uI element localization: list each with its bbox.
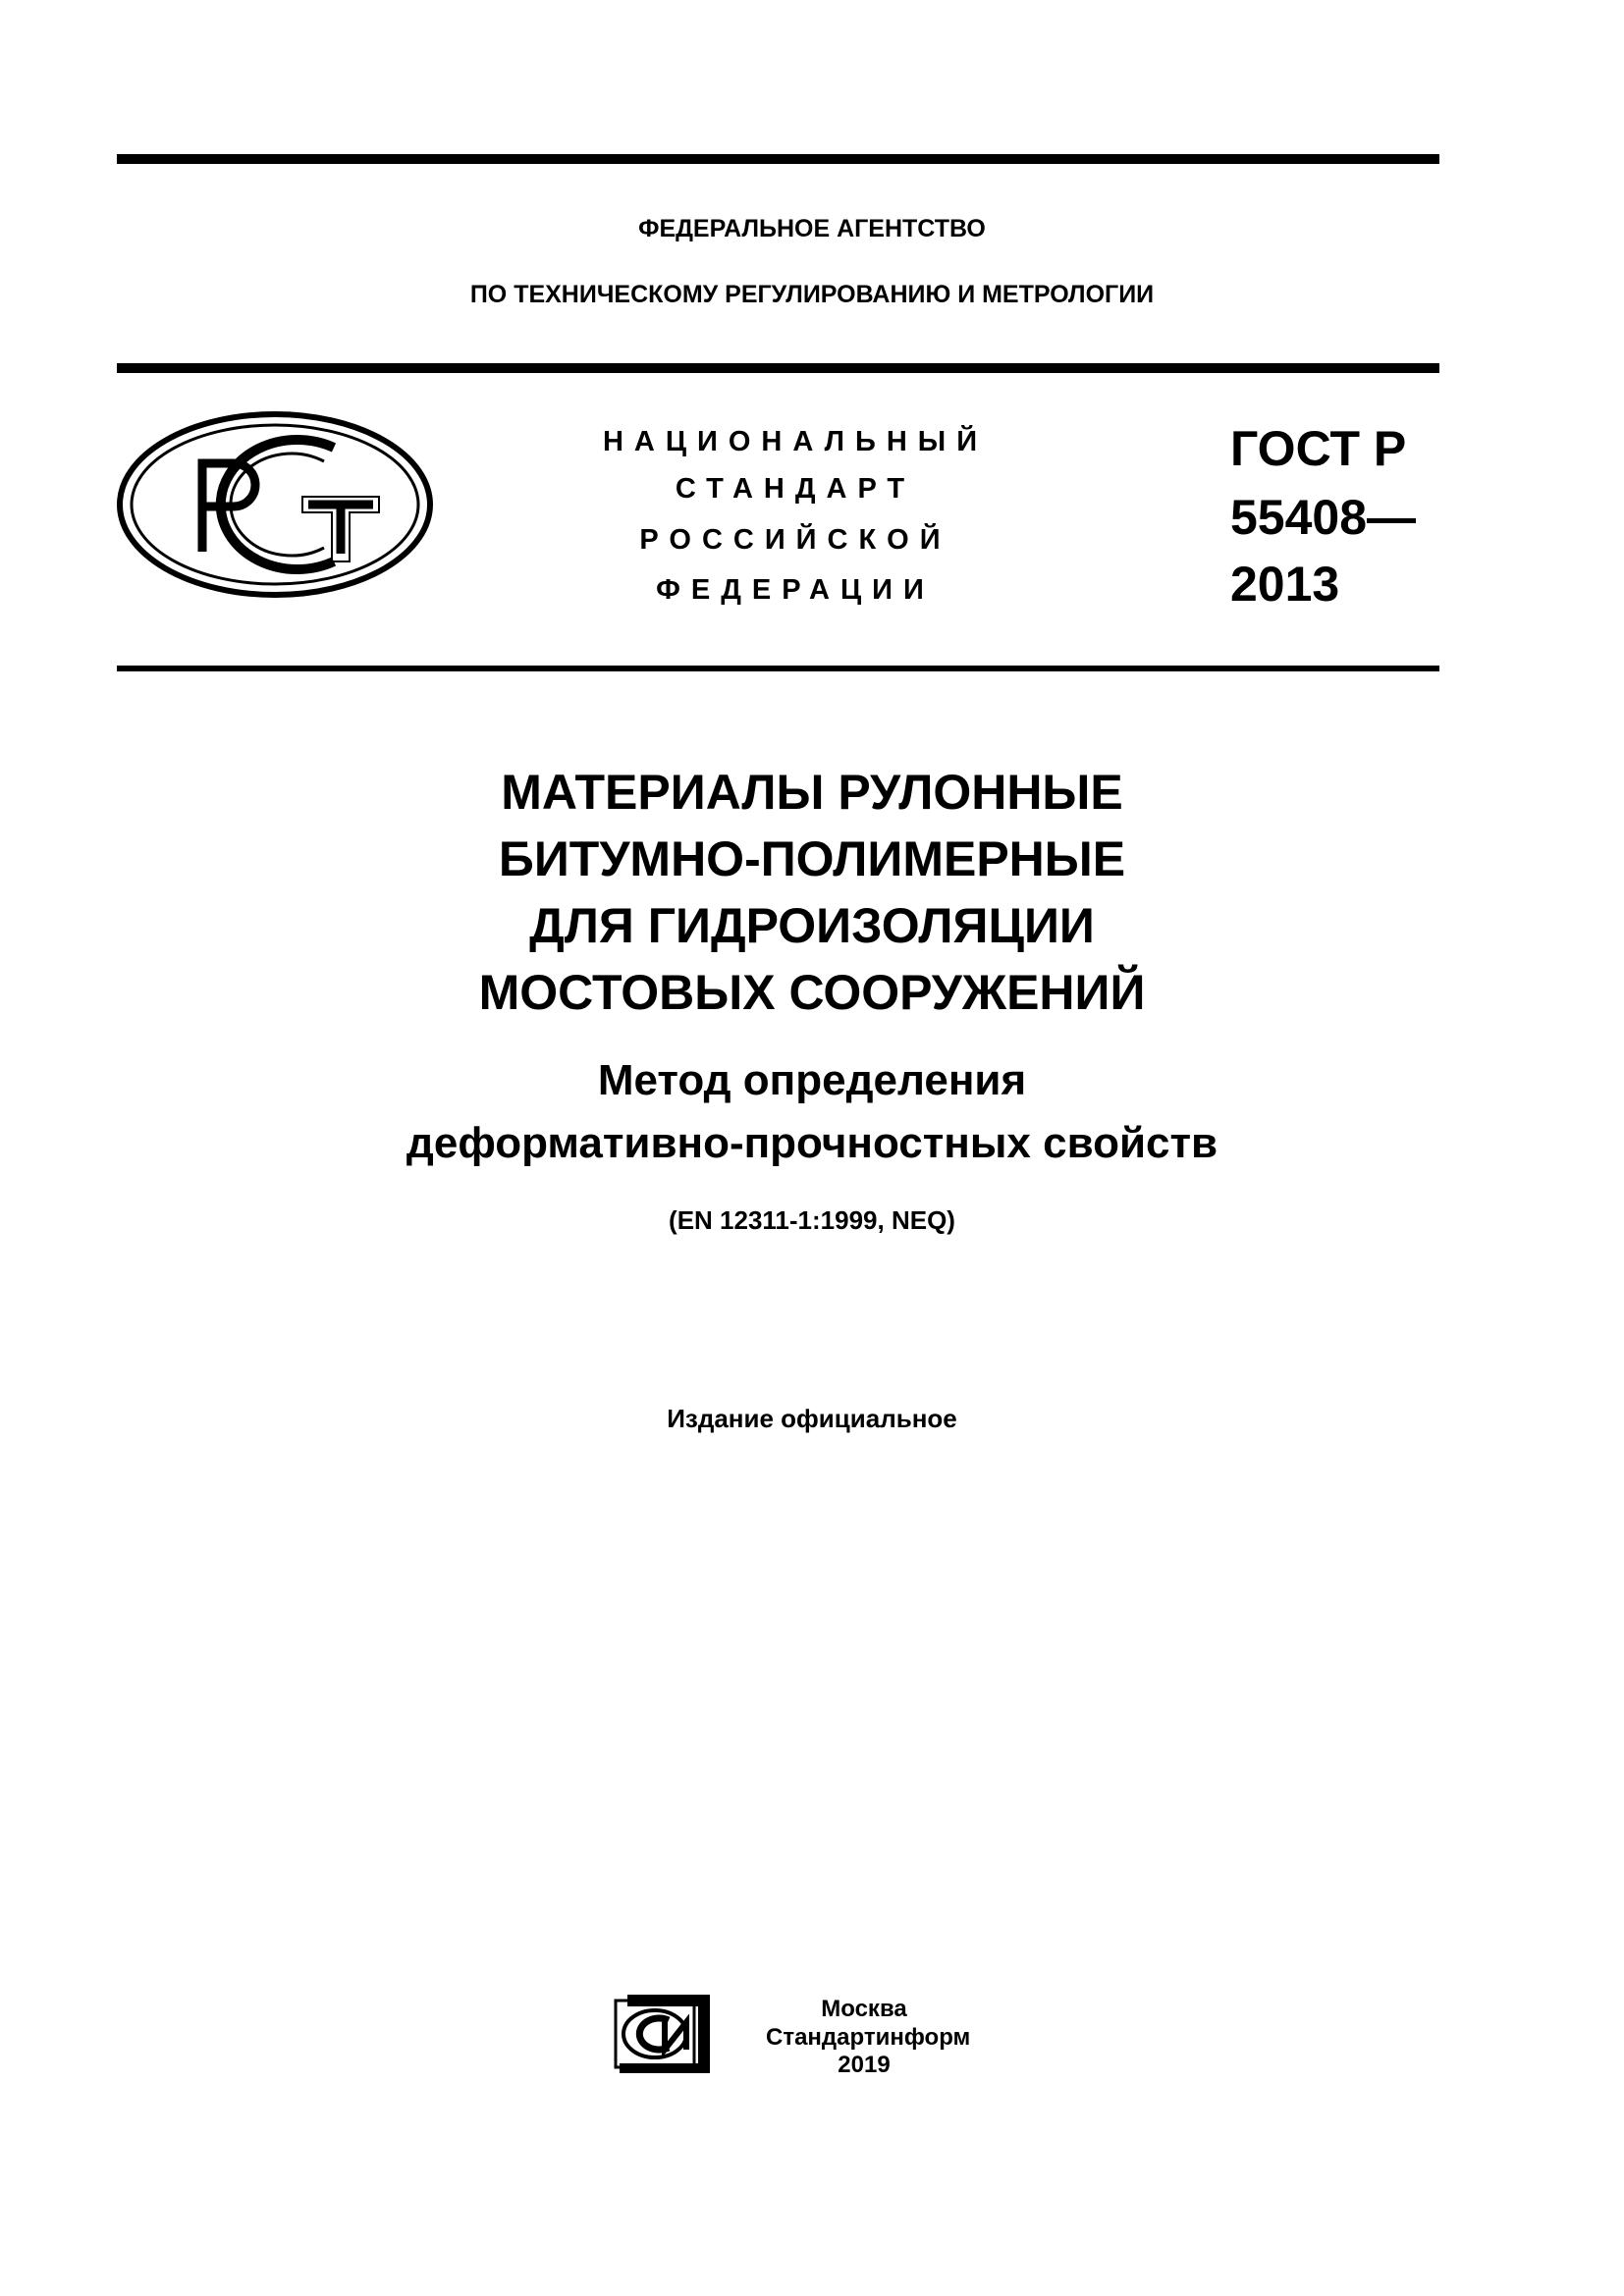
title-line-4: МОСТОВЫХ СООРУЖЕНИЙ [478, 965, 1146, 1020]
standard-type-line-3: РОССИЙСКОЙ [639, 524, 951, 556]
designation-line-3: 2013 [1230, 557, 1340, 612]
subtitle-line-2: деформативно-прочностных свойств [406, 1119, 1218, 1167]
title-line-1: МАТЕРИАЛЫ РУЛОННЫЕ [501, 765, 1123, 820]
publisher-city: Москва [821, 1996, 907, 2022]
title-line-2: БИТУМНО-ПОЛИМЕРНЫЕ [498, 831, 1126, 886]
agency-line-1: ФЕДЕРАЛЬНОЕ АГЕНТСТВО [638, 215, 986, 242]
agency-line-2: ПО ТЕХНИЧЕСКОМУ РЕГУЛИРОВАНИЮ И МЕТРОЛОГИИ [469, 281, 1155, 308]
edition-note: Издание официальное [667, 1404, 957, 1433]
standard-type-line-4: ФЕДЕРАЦИИ [656, 574, 935, 606]
reference: (EN 12311-1:1999, NEQ) [669, 1205, 955, 1235]
designation-line-2: 55408— [1230, 490, 1417, 545]
publisher-name: Стандартинформ [766, 2024, 971, 2051]
subtitle-line-1: Метод определения [597, 1056, 1027, 1104]
rst-logo [116, 410, 434, 599]
standard-type-line-1: НАЦИОНАЛЬНЫЙ [602, 426, 989, 457]
designation-rule [117, 666, 1439, 671]
publisher-year: 2019 [838, 2052, 891, 2078]
standard-type-line-2: СТАНДАРТ [675, 473, 916, 505]
publisher-logo [614, 1993, 712, 2077]
title-line-3: ДЛЯ ГИДРОИЗОЛЯЦИИ [529, 898, 1095, 953]
header-rule [117, 363, 1439, 373]
top-rule [117, 154, 1439, 164]
designation-line-1: ГОСТ Р [1230, 421, 1407, 476]
